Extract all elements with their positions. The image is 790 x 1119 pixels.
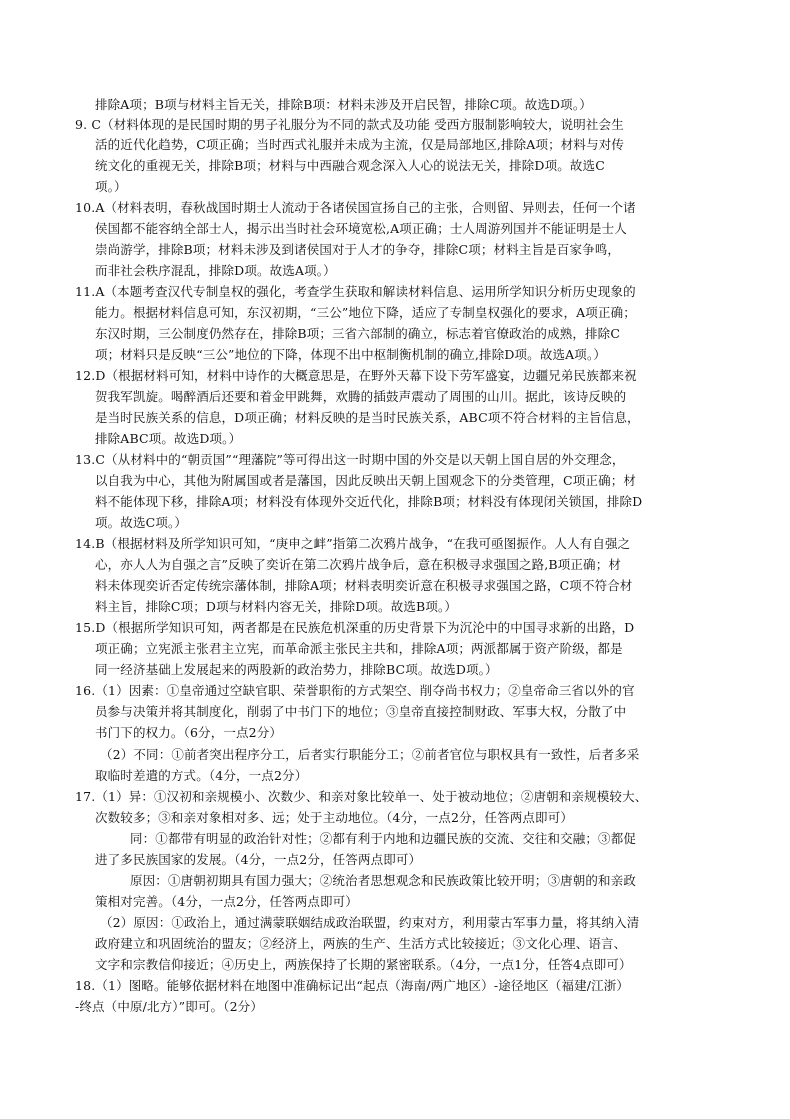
text-line: 政府建立和巩固统治的盟友；②经济上，两族的生产、生活方式比较接近；③文化心理、语言、 xyxy=(95,936,627,951)
text-line: 贺我军凯旋。喝醉酒后还要和着金甲跳舞，欢腾的插鼓声震动了周围的山川。据此，该诗反映的 xyxy=(95,389,627,404)
text-line: 策相对完善。（4分，一点2分，任答两点即可） xyxy=(95,894,358,909)
text-line: 同一经济基础上发展起来的两股新的政治势力，排除BC项。故选D项。） xyxy=(95,662,498,677)
text-line: 进了多民族国家的发展。（4分，一点2分，任答两点即可） xyxy=(95,852,422,867)
text-line: 12.D（根据材料可知，材料中诗作的大概意思是，在野外天幕下设下劳军盛宴，边疆兄弟民族都来祝 xyxy=(75,368,637,383)
text-line: 11.A（本题考查汉代专制皇权的强化，考查学生获取和解读材料信息、运用所学知识分析历史现象的 xyxy=(75,284,636,299)
text-line: 项。故选C项。） xyxy=(95,515,188,530)
text-line: 排除ABC项。故选D项。） xyxy=(95,431,242,446)
text-line: 而非社会秩序混乱，排除D项。故选A项。） xyxy=(95,263,336,278)
text-line: 能力。根据材料信息可知，东汉初期，“三公”地位下降，适应了专制皇权强化的要求，A项正确； xyxy=(95,305,636,320)
text-line: 9. C（材料体现的是民国时期的男子礼服分为不同的款式及功能 受西方服制影响较大，说明社会生 xyxy=(75,117,624,132)
text-line: （2）不同：①前者突出程序分工，后者实行职能分工；②前者官位与职权具有一致性，后者多采 xyxy=(100,747,640,762)
text-line: 活的近代化趋势，C项正确；当时西式礼服并未成为主流，仅是局部地区,排除A项；材料与对传 xyxy=(95,137,625,152)
text-line: 文字和宗教信仰接近；④历史上，两族保持了长期的紧密联系。（4分，一点1分，任答4点即可） xyxy=(95,957,632,972)
text-line: 书门下的权力。（6分，一点2分） xyxy=(95,725,283,740)
text-line: 次数较多；③和亲对象相对多、远；处于主动地位。（4分，一点2分，任答两点即可） xyxy=(95,810,574,825)
text-line: 15.D（根据所学知识可知，两者都是在民族危机深重的历史背景下为沉沦中的中国寻求新的出路，D xyxy=(75,620,635,635)
text-line: 料未体现奕䜣否定传统宗藩体制，排除A项；材料表明奕䜣意在积极寻求强国之路，C项不符合材 xyxy=(95,578,633,593)
text-line: 原因：①唐朝初期具有国力强大；②统治者思想观念和民族政策比较开明；③唐朝的和亲政 xyxy=(130,873,637,888)
text-line: 崇尚游学，排除B项；材料未涉及到诸侯国对于人才的争夺，排除C项；材料主旨是百家争鸣， xyxy=(95,242,621,257)
text-line: 以自我为中心，其他为附属国或者是藩国，因此反映出天朝上国观念下的分类管理，C项正确；材 xyxy=(95,473,637,488)
text-line: 料主旨，排除C项；D项与材料内容无关，排除D项。故选B项。） xyxy=(95,599,458,614)
text-line: 17.（1）异：①汉初和亲规模小、次数少、和亲对象比较单一、处于被动地位；②唐朝和亲规模较大、 xyxy=(75,789,648,804)
text-line: 项；材料只是反映“三公”地位的下降，体现不出中枢制衡机制的确立,排除D项。故选A项。） xyxy=(95,347,607,362)
text-line: 东汉时期，三公制度仍然存在，排除B项；三省六部制的确立，标志着官僚政治的成熟，排除C xyxy=(95,326,621,341)
text-line: 项。） xyxy=(95,179,127,194)
text-line: （2）原因：①政治上，通过满蒙联姻结成政治联盟，约束对方，利用蒙古军事力量，将其纳入清 xyxy=(100,915,640,930)
text-line: 10.A（材料表明，春秋战国时期士人流动于各诸侯国宣扬自己的主张，合则留、异则去，任何一个诸 xyxy=(75,200,636,215)
text-line: -终点（中原/北方）”即可。（2分） xyxy=(75,999,263,1014)
text-line: 16.（1）因素：①皇帝通过空缺官职、荣誉职衔的方式架空、削夺尚书权力；②皇帝命三省以外的官 xyxy=(75,683,635,698)
text-line: 料不能体现下移，排除A项；材料没有体现外交近代化，排除B项；材料没有体现闭关锁国，排除D xyxy=(95,494,643,509)
text-line: 是当时民族关系的信息，D项正确；材料反映的是当时民族关系，ABC项不符合材料的主旨信息， xyxy=(95,410,640,425)
text-line: 员参与决策并将其制度化，削弱了中书门下的地位；③皇帝直接控制财政、军事大权，分散了中 xyxy=(95,704,627,719)
text-line: 14.B（根据材料及所学知识可知，“庚申之衅”指第二次鸦片战争，“在我可亟图振作。人人有自强之 xyxy=(75,536,631,551)
text-line: 18.（1）图略。能够依据材料在地图中准确标记出“起点（海南/两广地区）-途径地区（福建/江浙） xyxy=(75,978,630,993)
text-line: 项正确；立宪派主张君主立宪，而革命派主张民主共和，排除A项；两派都属于资产阶级，都是 xyxy=(95,641,623,656)
text-line: 同：①都带有明显的政治针对性；②都有利于内地和边疆民族的交流、交往和交融；③都促 xyxy=(130,831,637,846)
text-line: 排除A项；B项与材料主旨无关，排除B项：材料未涉及开启民智，排除C项。故选D项。） xyxy=(95,97,592,112)
text-line: 取临时差遣的方式。（4分，一点2分） xyxy=(95,768,308,783)
text-line: 侯国都不能容纳全部士人，揭示出当时社会环境宽松,A项正确；士人周游列国并不能证明是士人 xyxy=(95,221,627,236)
text-line: 13.C（从材料中的“朝贡国”“理藩院”等可得出这一时期中国的外交是以天朝上国自居的外交理念， xyxy=(75,452,625,467)
text-line: 心，亦人人为自强之言”反映了奕䜣在第二次鸦片战争后，意在积极寻求强国之路,B项正确；材 xyxy=(95,557,622,572)
text-line: 统文化的重视无关，排除B项；材料与中西融合观念深入人心的说法无关，排除D项。故选C xyxy=(95,158,605,173)
